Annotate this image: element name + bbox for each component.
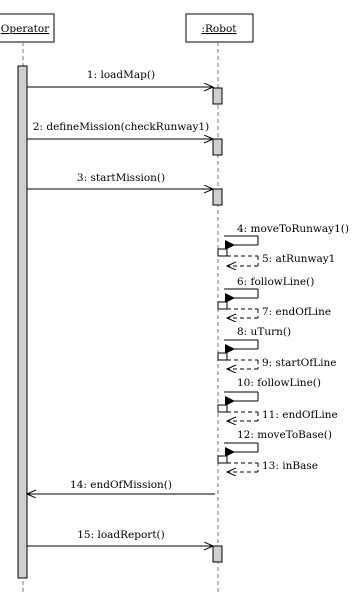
message-label-5: 5: atRunway1 bbox=[262, 253, 336, 265]
message-2 bbox=[27, 121, 213, 139]
message-label-15: 15: loadReport() bbox=[77, 529, 165, 541]
self-message-4 bbox=[218, 223, 349, 266]
message-label-13: 13: inBase bbox=[262, 460, 318, 472]
message-label-8: 8: uTurn() bbox=[237, 326, 292, 338]
message-label-1: 1: loadMap() bbox=[86, 69, 156, 81]
message-label-12: 12: moveToBase() bbox=[237, 429, 332, 441]
participant-operator-label: Operator bbox=[0, 23, 50, 35]
activation-robot-4 bbox=[213, 546, 222, 562]
self-activation-10 bbox=[218, 405, 227, 412]
message-label-3: 3: startMission() bbox=[76, 172, 166, 184]
message-15 bbox=[27, 529, 213, 546]
message-label-10: 10: followLine() bbox=[237, 377, 321, 389]
self-message-12 bbox=[218, 429, 332, 472]
self-activation-8 bbox=[218, 353, 227, 360]
message-label-4: 4: moveToRunway1() bbox=[237, 223, 349, 235]
message-label-6: 6: followLine() bbox=[237, 276, 315, 288]
message-1 bbox=[27, 69, 213, 87]
message-label-14: 14: endOfMission() bbox=[70, 479, 172, 491]
activation-robot-2 bbox=[213, 139, 222, 155]
participant-operator bbox=[0, 14, 54, 42]
self-message-6 bbox=[218, 276, 331, 318]
message-3 bbox=[27, 172, 213, 189]
self-activation-4 bbox=[218, 249, 227, 256]
activation-operator bbox=[18, 66, 27, 578]
participant-robot-label: :Robot bbox=[201, 23, 237, 35]
self-message-10 bbox=[218, 377, 338, 421]
self-activation-12 bbox=[218, 456, 227, 463]
activation-robot-1 bbox=[213, 88, 222, 104]
message-label-2: 2: defineMission(checkRunway1) bbox=[32, 121, 210, 133]
message-14 bbox=[27, 479, 215, 494]
activation-robot-3 bbox=[213, 189, 222, 205]
participant-robot bbox=[186, 14, 253, 42]
self-activation-6 bbox=[218, 302, 227, 309]
message-label-9: 9: startOfLine bbox=[262, 357, 337, 369]
message-label-7: 7: endOfLine bbox=[262, 306, 332, 318]
self-message-8 bbox=[218, 326, 336, 369]
message-label-11: 11: endOfLine bbox=[262, 409, 338, 421]
